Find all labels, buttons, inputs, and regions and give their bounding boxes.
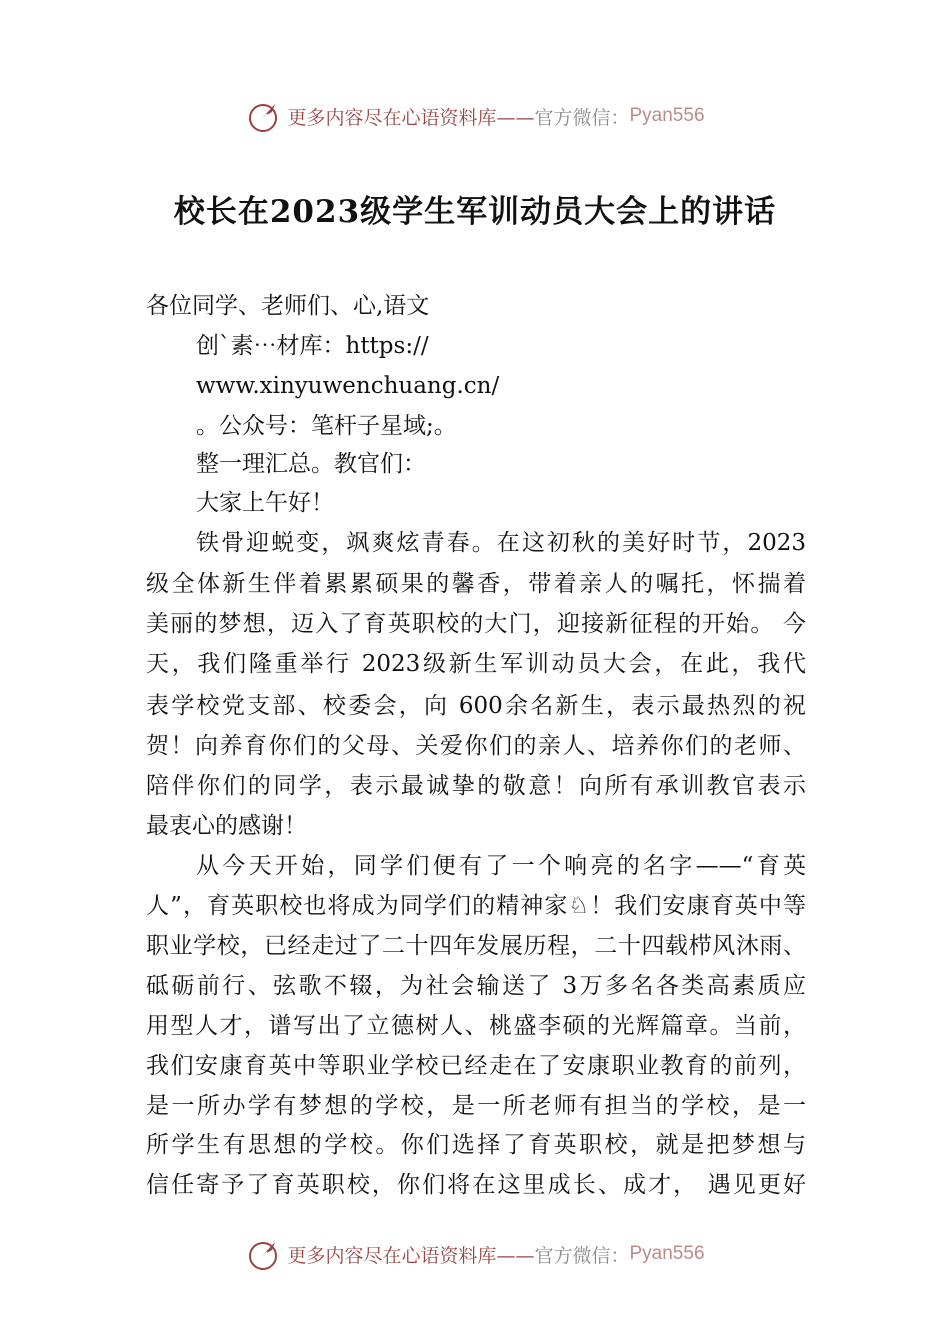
banner-text: 更多内容尽在心语资料库—— bbox=[287, 106, 535, 129]
paragraph-line: 最衷心的感谢！ bbox=[146, 813, 307, 839]
banner-wechat-id: Pyan556 bbox=[629, 105, 705, 126]
banner-text: 更多内容尽在心语资料库—— bbox=[287, 1244, 535, 1267]
paragraph-line: 职业学校，已经走过了二十四年发展历程，二十四载栉风沐雨、 bbox=[146, 933, 806, 959]
paragraph-line: 铁骨迎蜕变，飒爽炫青春。在这初秋的美好时节，2023 bbox=[196, 530, 806, 556]
banner-wechat-id: Pyan556 bbox=[629, 1243, 705, 1264]
paragraph-line: 天，我们隆重举行 2023级新生军训动员大会，在此，我代 bbox=[146, 651, 806, 677]
greeting-line: 。公众号：笔杆子星域;。 bbox=[196, 413, 457, 439]
paragraph-line: 是一所办学有梦想的学校，是一所老师有担当的学校，是一 bbox=[146, 1093, 806, 1119]
quill-logo-icon bbox=[245, 1236, 281, 1272]
document-title: 校长在2023级学生军训动员大会上的讲话 bbox=[173, 194, 777, 230]
paragraph-line: 表学校党支部、校委会，向 600余名新生，表示最热烈的祝 bbox=[146, 693, 806, 719]
greeting-line: www.xinyuwenchuang.cn/ bbox=[196, 373, 500, 399]
paragraph-line: 从今天开始，同学们便有了一个响亮的名字——“育英 bbox=[196, 853, 806, 879]
greeting-line: 整一理汇总。教官们： bbox=[196, 451, 426, 477]
header-banner bbox=[0, 96, 950, 136]
paragraph-line: 信任寄予了育英职校，你们将在这里成长、成才， 遇见更好 bbox=[146, 1172, 806, 1198]
paragraph-line: 砥砺前行、弦歌不辍，为社会输送了 3万多名各类高素质应 bbox=[146, 973, 806, 999]
greeting-line: 大家上午好！ bbox=[196, 490, 334, 516]
paragraph-line: 美丽的梦想，迈入了育英职校的大门，迎接新征程的开始。 今 bbox=[146, 611, 806, 637]
footer-banner bbox=[0, 1234, 950, 1274]
quill-logo-icon bbox=[245, 98, 281, 134]
paragraph-line: 人”，育英职校也将成为同学们的精神家♘！我们安康育英中等 bbox=[146, 893, 806, 919]
paragraph-line: 贺！向养育你们的父母、关爱你们的亲人、培养你们的老师、 bbox=[146, 733, 806, 759]
paragraph-line: 所学生有思想的学校。你们选择了育英职校，就是把梦想与 bbox=[146, 1132, 806, 1158]
paragraph-line: 陪伴你们的同学，表示最诚挚的敬意！向所有承训教官表示 bbox=[146, 773, 806, 799]
paragraph-line: 我们安康育英中等职业学校已经走在了安康职业教育的前列， bbox=[146, 1053, 806, 1079]
greeting-line: 创`素⋯材库：https:// bbox=[196, 333, 429, 359]
paragraph-line: 级全体新生伴着累累硕果的馨香，带着亲人的嘱托，怀揣着 bbox=[146, 571, 806, 597]
banner-wechat-label: 官方微信： bbox=[534, 1244, 630, 1267]
banner-wechat-label: 官方微信： bbox=[534, 106, 630, 129]
greeting-line: 各位同学、老师们、心,语文 bbox=[146, 293, 430, 319]
paragraph-line: 用型人才，谱写出了立德树人、桃盛李硕的光辉篇章。当前， bbox=[146, 1013, 806, 1039]
